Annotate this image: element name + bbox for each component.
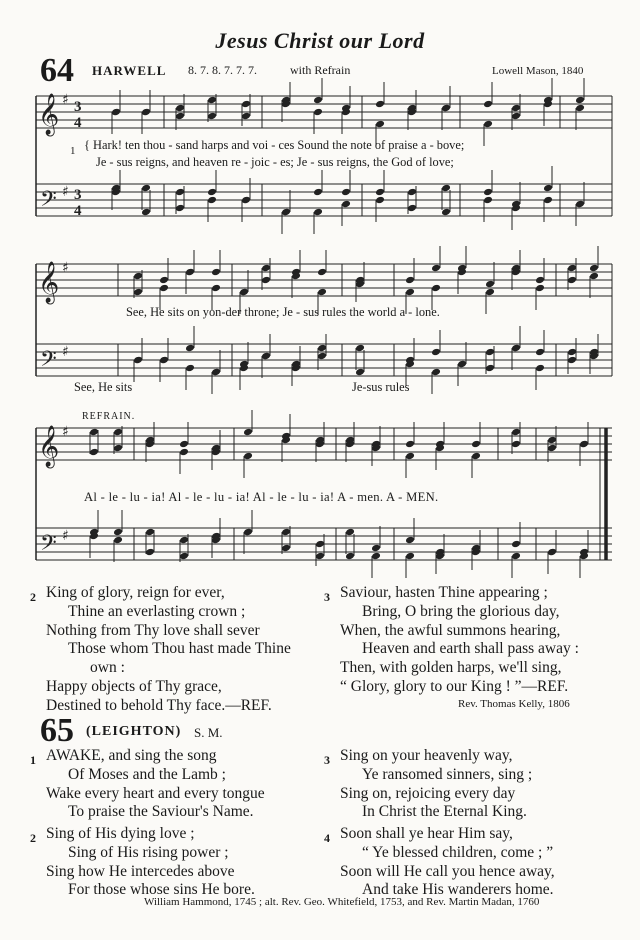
hymn-64-number: 64 <box>40 52 74 89</box>
note-head <box>589 264 599 273</box>
note-head <box>89 428 99 437</box>
note-head <box>511 440 521 449</box>
svg-text:♯: ♯ <box>62 92 69 108</box>
note-head <box>313 188 323 197</box>
note-head <box>207 112 217 121</box>
note-head <box>483 188 493 197</box>
note-head <box>407 204 417 213</box>
note-head <box>211 268 221 277</box>
note-head <box>345 552 355 561</box>
note-head <box>483 120 493 129</box>
bass-clef-icon: 𝄢 <box>40 347 57 377</box>
hymn-65-attribution: William Hammond, 1745 ; alt. Rev. Geo. Whitefield, 1753, and Rev. Martin Madan, 1760 <box>144 896 540 908</box>
note-head <box>431 264 441 273</box>
svg-text:4: 4 <box>74 115 82 131</box>
note-head <box>317 288 327 297</box>
refrain-label: REFRAIN. <box>82 411 136 422</box>
note-head <box>141 184 151 193</box>
note-head <box>547 436 557 445</box>
note-head <box>457 360 467 369</box>
note-head <box>405 276 415 285</box>
note-head <box>141 108 151 117</box>
note-head <box>341 200 351 209</box>
svg-text:3: 3 <box>74 99 82 115</box>
note-head <box>431 284 441 293</box>
note-head <box>243 428 253 437</box>
music-lyric-bass-a: See, He sits <box>74 380 133 394</box>
note-head <box>575 104 585 113</box>
note-head <box>211 284 221 293</box>
bass-clef-icon: 𝄢 <box>40 531 57 561</box>
svg-text:♯: ♯ <box>62 528 69 544</box>
verse-line: Happy objects of Thy grace, <box>46 677 222 695</box>
treble-clef-icon: 𝄞 <box>38 262 60 303</box>
hymn-65-meter: S. M. <box>194 725 223 740</box>
verse-line: own : <box>90 659 125 677</box>
note-head <box>179 536 189 545</box>
note-head <box>375 100 385 109</box>
verse-line: Then, with golden harps, we'll sing, <box>340 659 562 677</box>
note-head <box>511 344 521 353</box>
verse-line: Heaven and earth shall pass away : <box>362 640 579 658</box>
note-head <box>241 196 251 205</box>
note-head <box>241 112 251 121</box>
verse-line: Wake every heart and every tongue <box>46 784 265 802</box>
note-head <box>281 544 291 553</box>
note-head <box>511 428 521 437</box>
treble-clef-icon: 𝄞 <box>38 94 60 135</box>
note-head <box>133 272 143 281</box>
note-head <box>159 356 169 365</box>
note-head <box>371 552 381 561</box>
note-head <box>345 528 355 537</box>
verse-number: 4 <box>324 831 330 845</box>
note-head <box>511 552 521 561</box>
staff-1-treble <box>36 96 612 128</box>
note-head <box>317 344 327 353</box>
note-head <box>145 548 155 557</box>
music-lyric-bass-b: Je-sus rules <box>352 380 410 394</box>
hymn-64-author: Rev. Thomas Kelly, 1806 <box>458 698 570 710</box>
note-head <box>511 112 521 121</box>
verse-number: 2 <box>30 590 36 604</box>
note-head <box>207 196 217 205</box>
bass-clef-icon: 𝄢 <box>40 187 57 217</box>
note-head <box>133 356 143 365</box>
hymn-64-tune: HARWELL <box>92 63 167 78</box>
hymn-64-meter-note: with Refrain <box>290 63 351 77</box>
svg-text:♯: ♯ <box>62 344 69 360</box>
note-head <box>485 280 495 289</box>
note-head <box>441 184 451 193</box>
note-head <box>405 552 415 561</box>
hymn-64-composer: Lowell Mason, 1840 <box>492 65 584 77</box>
verse-line: Thine an everlasting crown ; <box>68 602 246 620</box>
verse-line: When, the awful summons hearing, <box>340 621 561 639</box>
verse-line: “ Ye blessed children, come ; ” <box>362 843 554 861</box>
note-head <box>185 364 195 373</box>
note-head <box>261 276 271 285</box>
note-head <box>179 440 189 449</box>
note-head <box>431 368 441 377</box>
note-head <box>471 440 481 449</box>
note-head <box>89 448 99 457</box>
note-head <box>483 100 493 109</box>
note-head <box>407 188 417 197</box>
svg-text:♯: ♯ <box>62 184 69 200</box>
note-head <box>375 188 385 197</box>
note-head <box>211 368 221 377</box>
note-head <box>543 196 553 205</box>
note-head <box>471 452 481 461</box>
verse-number: 3 <box>324 590 330 604</box>
note-head <box>179 448 189 457</box>
note-head <box>535 284 545 293</box>
note-head <box>145 528 155 537</box>
note-head <box>313 208 323 217</box>
note-head <box>567 356 577 365</box>
verse-line: Those whom Thou hast made Thine <box>68 640 291 658</box>
note-head <box>405 288 415 297</box>
note-head <box>113 428 123 437</box>
note-head <box>261 264 271 273</box>
verse-line: Sing on your heavenly way, <box>340 747 513 764</box>
note-head <box>483 196 493 205</box>
verse-line: Sing of His rising power ; <box>68 843 229 861</box>
music-lyric-line-1a: { Hark! ten thou - sand harps and voi - ces Sound the note of praise a - bove; <box>84 138 465 152</box>
note-head <box>375 196 385 205</box>
verse-line: King of glory, reign for ever, <box>46 584 225 601</box>
hymn-65-verse-1 <box>30 747 265 822</box>
note-head <box>355 368 365 377</box>
note-head <box>441 104 451 113</box>
note-head <box>207 96 217 105</box>
note-head <box>113 536 123 545</box>
refrain-lyric: Al - le - lu - ia! Al - le - lu - ia! Al - le - lu - ia! A - men. A - MEN. <box>84 490 439 504</box>
verse-line: Soon will He call you hence away, <box>340 862 555 880</box>
note-head <box>317 268 327 277</box>
note-head <box>543 184 553 193</box>
verse-line: Saviour, hasten Thine appearing ; <box>340 584 548 601</box>
note-head <box>405 440 415 449</box>
verse-number: 1 <box>30 753 36 767</box>
verse-line: And take His wanderers home. <box>362 881 554 899</box>
svg-text:♯: ♯ <box>62 260 69 276</box>
note-head <box>579 440 589 449</box>
note-head <box>175 204 185 213</box>
verse-line: Soon shall ye hear Him say, <box>340 825 513 842</box>
verse-line: For those whose sins He bore. <box>68 881 255 899</box>
note-head <box>315 552 325 561</box>
verse-line: In Christ the Eternal King. <box>362 803 527 821</box>
hymn-65-verse-3 <box>324 747 533 822</box>
note-head <box>511 540 521 549</box>
note-head <box>175 104 185 113</box>
note-head <box>341 188 351 197</box>
svg-text:4: 4 <box>74 203 82 219</box>
music-lyric-line-2: See, He sits on yon-der throne; Je - sus rules the world a - lone. <box>126 305 440 319</box>
verse-line: Bring, O bring the glorious day, <box>362 602 560 620</box>
note-head <box>113 528 123 537</box>
note-head <box>589 272 599 281</box>
note-head <box>535 276 545 285</box>
note-head <box>281 208 291 217</box>
note-head <box>113 444 123 453</box>
note-head <box>375 120 385 129</box>
note-head <box>313 108 323 117</box>
hymn-64-verse-3 <box>324 584 579 697</box>
note-head <box>511 104 521 113</box>
note-head <box>111 108 121 117</box>
verse-line: Sing how He intercedes above <box>46 862 235 880</box>
note-head <box>313 96 323 105</box>
note-head <box>575 200 585 209</box>
note-head <box>405 536 415 545</box>
note-head <box>159 276 169 285</box>
note-head <box>159 284 169 293</box>
note-head <box>185 344 195 353</box>
hymn-65-number: 65 <box>40 712 74 749</box>
verse-number: 2 <box>30 831 36 845</box>
verse-line: Nothing from Thy love shall sever <box>46 621 260 639</box>
verse-line: Ye ransomed sinners, sing ; <box>362 765 533 783</box>
verse-line: Of Moses and the Lamb ; <box>68 765 226 783</box>
note-head <box>239 288 249 297</box>
note-head <box>241 100 251 109</box>
note-head <box>567 276 577 285</box>
note-head <box>179 552 189 561</box>
section-title: Jesus Christ our Lord <box>215 28 425 53</box>
verse-line: “ Glory, glory to our King ! ”—REF. <box>340 677 569 695</box>
note-head <box>405 452 415 461</box>
note-head <box>441 208 451 217</box>
note-head <box>371 544 381 553</box>
note-head <box>535 348 545 357</box>
note-head <box>141 208 151 217</box>
staff-1-bass <box>36 184 612 216</box>
verse-line: To praise the Saviour's Name. <box>68 803 254 821</box>
note-head <box>317 352 327 361</box>
note-head <box>133 288 143 297</box>
note-head <box>431 348 441 357</box>
note-head <box>485 364 495 373</box>
note-head <box>175 112 185 121</box>
note-head <box>315 540 325 549</box>
verse-line: Destined to behold Thy face.—REF. <box>46 696 272 714</box>
note-head <box>535 364 545 373</box>
note-head <box>547 548 557 557</box>
svg-text:3: 3 <box>74 187 82 203</box>
svg-text:♯: ♯ <box>62 424 69 440</box>
note-head <box>485 348 495 357</box>
verse-line: AWAKE, and sing the song <box>46 747 217 764</box>
music-lyric-line-1b: Je - sus reigns, and heaven re - joic - es; Je - sus reigns, the God of love; <box>96 155 454 169</box>
verse-line: Sing on, rejoicing every day <box>340 784 516 802</box>
note-head <box>355 344 365 353</box>
note-head <box>185 268 195 277</box>
hymn-64-meter: 8. 7. 8. 7. 7. 7. <box>188 63 257 77</box>
note-head <box>175 188 185 197</box>
stanza-marker: 1 <box>70 145 76 157</box>
treble-clef-icon: 𝄞 <box>38 426 60 467</box>
note-head <box>567 264 577 273</box>
note-head <box>261 352 271 361</box>
note-head <box>243 528 253 537</box>
note-head <box>207 188 217 197</box>
note-head <box>547 444 557 453</box>
hymn-64-verse-2 <box>30 584 291 716</box>
note-head <box>567 348 577 357</box>
note-head <box>575 96 585 105</box>
hymn-65-verse-4 <box>324 825 555 900</box>
verse-number: 3 <box>324 753 330 767</box>
hymn-65-tune: (LEIGHTON) <box>86 724 182 739</box>
verse-line: Sing of His dying love ; <box>46 825 195 842</box>
note-head <box>485 288 495 297</box>
hymn-65-verse-2 <box>30 825 255 900</box>
note-head <box>281 528 291 537</box>
note-head <box>243 452 253 461</box>
